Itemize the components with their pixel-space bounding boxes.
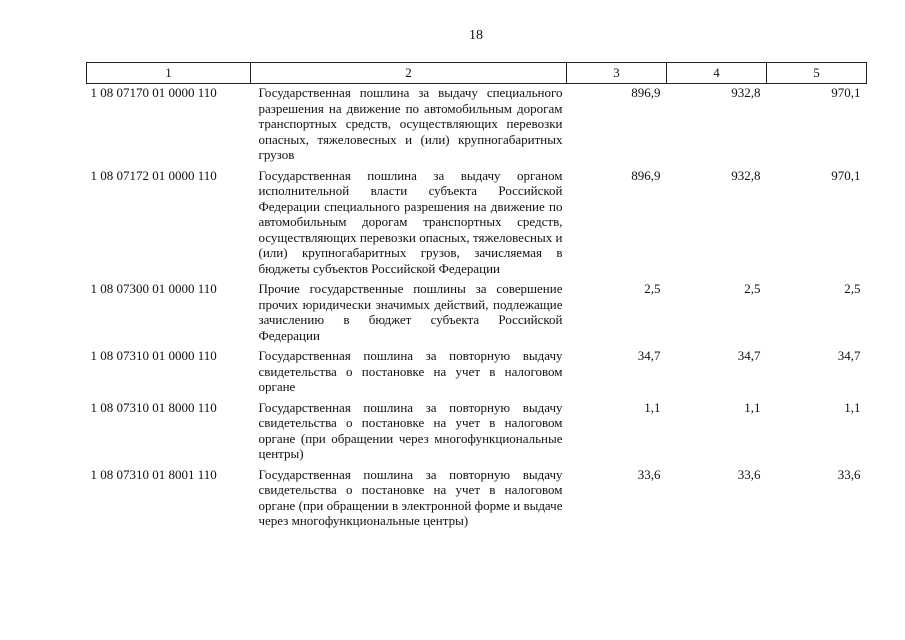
table-body: [87, 84, 867, 533]
row-code: 1 08 07310 01 8000 110: [90, 399, 217, 415]
row-value-col-5: 970,1: [831, 85, 861, 100]
row-description: Государственная пошлина за выдачу органом исполнительной власти субъекта Российской Федерации специального разрешения на движение по автомобильным дорогам транспортных средств, осуществляющих перевозки опасных, тяжеловесных и (или) крупногабаритных грузов, зачисляемая в бюджеты субъектов Российской Федерации: [258, 167, 563, 276]
header-col-1: 1: [87, 63, 251, 84]
table-row: [87, 399, 867, 466]
row-description: Прочие государственные пошлины за совершение прочих юридически значимых действий, подлежащие зачислению в бюджет субъекта Российской Федерации: [258, 281, 563, 343]
row-value-col-4: 932,8: [731, 167, 761, 183]
row-value-col-5: 970,1: [831, 167, 861, 183]
table-row: [87, 347, 867, 399]
header-col-2: 2: [251, 63, 567, 84]
row-value-col-5: 33,6: [837, 466, 861, 482]
table-header: [87, 63, 867, 84]
header-col-4: 4: [667, 63, 767, 84]
row-value-col-3: 896,9: [631, 85, 661, 100]
row-value-col-3: 34,7: [637, 348, 661, 363]
row-code: 1 08 07172 01 0000 110: [90, 167, 217, 183]
row-value-col-3: 2,5: [644, 281, 661, 296]
row-description: Государственная пошлина за повторную выдачу свидетельства о постановке на учет в налоговом органе (при обращении в электронной форме и выдаче через многофункциональные центры): [258, 466, 563, 528]
row-code: 1 08 07310 01 0000 110: [90, 348, 217, 363]
row-value-col-5: 2,5: [844, 281, 861, 296]
header-row: [87, 63, 867, 84]
table-row: [87, 84, 867, 167]
row-description: Государственная пошлина за выдачу специального разрешения на движение по автомобильным дорогам транспортных средств, осуществляющих перевозки опасных, тяжеловесных и (или) крупногабаритных грузов: [258, 85, 563, 162]
row-value-col-3: 33,6: [637, 466, 661, 482]
header-col-3: 3: [567, 63, 667, 84]
row-value-col-5: 34,7: [837, 348, 861, 363]
page-number: 18: [469, 28, 483, 43]
row-value-col-4: 1,1: [744, 399, 761, 415]
table-row: [87, 466, 867, 533]
row-value-col-3: 896,9: [631, 167, 661, 183]
row-value-col-4: 932,8: [731, 85, 761, 100]
table-row: [87, 280, 867, 347]
row-description: Государственная пошлина за повторную выдачу свидетельства о постановке на учет в налоговом органе (при обращении через многофункциональные центры): [258, 399, 563, 461]
row-value-col-5: 1,1: [844, 399, 861, 415]
row-value-col-4: 2,5: [744, 281, 761, 296]
row-value-col-3: 1,1: [644, 399, 661, 415]
row-code: 1 08 07310 01 8001 110: [90, 466, 217, 482]
row-value-col-4: 33,6: [737, 466, 761, 482]
header-col-5: 5: [767, 63, 867, 84]
revenue-table: [86, 62, 867, 533]
row-description: Государственная пошлина за повторную выдачу свидетельства о постановке на учет в налоговом органе: [258, 348, 563, 394]
table-row: [87, 167, 867, 281]
row-value-col-4: 34,7: [737, 348, 761, 363]
row-code: 1 08 07170 01 0000 110: [90, 85, 217, 100]
row-code: 1 08 07300 01 0000 110: [90, 281, 217, 296]
